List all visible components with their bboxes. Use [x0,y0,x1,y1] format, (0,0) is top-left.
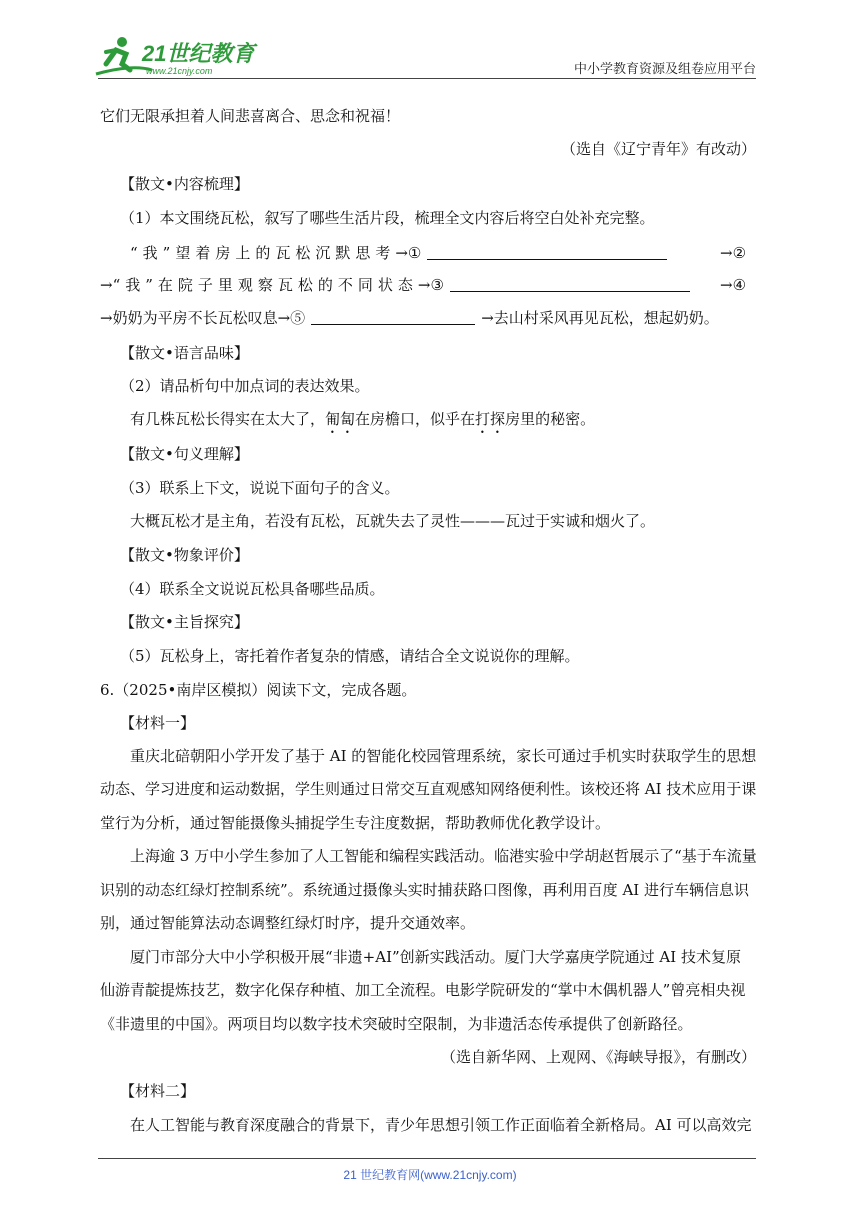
material-heading: 【材料二】 [120,1082,196,1100]
flow-line-1: “我”望着房上的瓦松沉默思考→① [130,243,673,263]
paragraph-line: 在人工智能与教育深度融合的背景下，青少年思想引领工作正面临着全新格局。AI 可以高效完 [130,1116,752,1134]
paragraph-line: 动态、学习进度和运动数据，学生则通过日常交互直观感知网络便利性。该校还将 AI 技术应用于课 [100,780,757,798]
circled-number: ③ [430,276,444,294]
circled-number: ⑤ [290,309,306,327]
answer-blank-1[interactable] [427,243,667,260]
question-1: （1）本文围绕瓦松，叙写了哪些生活片段，梳理全文内容后将空白处补充完整。 [120,209,655,227]
section-heading: 【散文•物象评价】 [120,546,249,564]
flow-text: 奶奶为平房不长瓦松叹息 [112,309,278,327]
answer-blank-5[interactable] [311,308,475,325]
flow-line-2: →“我”在院子里观察瓦松的不同状态→③ [100,275,696,295]
section-heading: 【散文•内容梳理】 [120,175,249,193]
section-heading: 【散文•句义理解】 [120,445,249,463]
question-2: （2）请品析句中加点词的表达效果。 [120,377,370,395]
paragraph-line: 仙游青靛提炼技艺，数字化保存种植、加工全流程。电影学院研发的“掌中木偶机器人”曾亮相央视 [100,981,746,999]
answer-blank-3[interactable] [450,275,690,292]
material-heading: 【材料一】 [120,714,196,732]
source-note: （选自新华网、上观网、《海峡导报》，有删改） [440,1048,756,1066]
paragraph-line: 别，通过智能算法动态调整红绿灯时序，提升交通效率。 [100,914,476,932]
paragraph-line: 识别的动态红绿灯控制系统”。系统通过摄像头实时捕获路口图像，再利用百度 AI 进行车辆信息识 [100,881,749,899]
site-logo [92,34,262,78]
paragraph-line: 上海逾 3 万中小学生参加了人工智能和编程实践活动。临港实验中学胡赵哲展示了“基于车流量 [130,847,757,865]
flow-text: 去山村采风再见瓦松，想起奶奶。 [493,309,719,327]
question-5: （5）瓦松身上，寄托着作者复杂的情感，请结合全文说说你的理解。 [120,647,580,665]
flow-line-2-end: →④ [720,276,747,294]
source-note: （选自《辽宁青年》有改动） [560,140,756,158]
footer-divider [98,1158,756,1159]
flow-line-3: →奶奶为平房不长瓦松叹息→⑤ →去山村采风再见瓦松，想起奶奶。 [100,309,719,327]
flow-line-1-end: →② [720,244,747,262]
paragraph-line: 重庆北碚朝阳小学开发了基于 AI 的智能化校园管理系统，家长可通过手机实时获取学生的思想 [130,747,757,765]
emphasized-word: 打探 [475,410,506,428]
platform-name: 中小学教育资源及组卷应用平台 [573,62,756,77]
quoted-sentence: 大概瓦松才是主角，若没有瓦松，瓦就失去了灵性———瓦过于实诚和烟火了。 [130,512,656,530]
paragraph-line: 堂行为分析，通过智能摄像头捕捉学生专注度数据，帮助教师优化教学设计。 [100,814,611,832]
question-3: （3）联系上下文，说说下面句子的含义。 [120,479,400,497]
circled-number: ① [407,244,422,262]
flow-text: “我”望着房上的瓦松沉默思考 [130,244,396,262]
text-line: 它们无限承担着人间悲喜离合、思念和祝福！ [100,107,401,125]
footer-link[interactable]: 21 世纪教育网(www.21cnjy.com) [343,1168,517,1182]
logo-main-text: 21世纪教育 [142,41,255,66]
flow-text: “我”在院子里观察瓦松的不同状态 [112,276,418,294]
circled-number: ② [732,244,747,262]
section-heading: 【散文•语言品味】 [120,344,249,362]
question-4: （4）联系全文说说瓦松具备哪些品质。 [120,580,385,598]
question-6: 6.（2025•南岸区模拟）阅读下文，完成各题。 [100,681,417,699]
logo-url-text: www.21cnjy.com [146,66,213,76]
section-heading: 【散文•主旨探究】 [120,613,249,631]
emphasized-word: 匍匐 [325,410,356,428]
paragraph-line: 厦门市部分大中小学积极开展“非遗+AI”创新实践活动。厦门大学嘉庚学院通过 AI 技术复原 [130,948,741,966]
quoted-sentence: 有几株瓦松长得实在太大了，匍匐在房檐口，似乎在打探房里的秘密。 [130,410,596,428]
circled-number: ④ [732,276,747,294]
paragraph-line: 《非遗里的中国》。两项目均以数字技术突破时空限制，为非遗活态传承提供了创新路径。 [100,1015,693,1033]
header-divider [98,78,756,79]
